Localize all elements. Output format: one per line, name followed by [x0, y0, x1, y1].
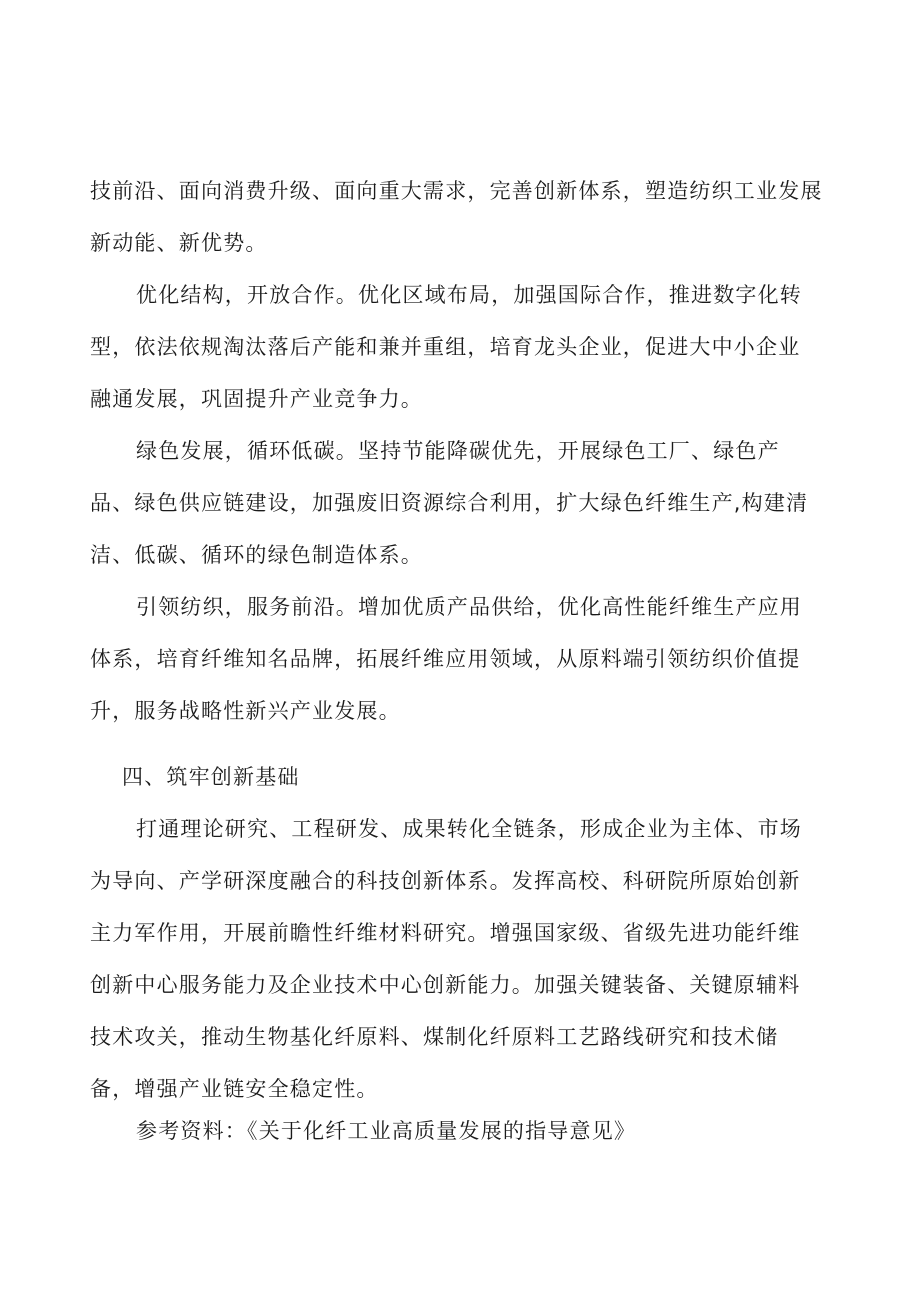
text-line: 体系，培育纤维知名品牌，拓展纤维应用领域，从原料端引领纺织价值提	[90, 647, 801, 671]
text-line: 新动能、新优势。	[90, 231, 268, 255]
text-line: 技术攻关，推动生物基化纤原料、煤制化纤原料工艺路线研究和技术储	[90, 1025, 779, 1049]
text-line: 创新中心服务能力及企业技术中心创新能力。加强关键装备、关键原辅料	[90, 973, 801, 997]
paragraph-start-line: 优化结构，开放合作。优化区域布局，加强国际合作，推进数字化转	[136, 283, 802, 307]
text-line: 融通发展，巩固提升产业竞争力。	[90, 387, 423, 411]
text-line: 主力军作用，开展前瞻性纤维材料研究。增强国家级、省级先进功能纤维	[90, 921, 801, 945]
text-line: 洁、低碳、循环的绿色制造体系。	[90, 543, 423, 567]
text-line: 为导向、产学研深度融合的科技创新体系。发挥高校、科研院所原始创新	[90, 869, 801, 893]
text-line: 技前沿、面向消费升级、面向重大需求，完善创新体系，塑造纺织工业发展	[90, 179, 823, 203]
reference-note: 参考资料：《关于化纤工业高质量发展的指导意见》	[136, 1119, 637, 1143]
text-line: 升，服务战略性新兴产业发展。	[90, 699, 401, 723]
paragraph-start-line: 打通理论研究、工程研发、成果转化全链条，形成企业为主体、市场	[136, 817, 802, 841]
section-heading: 四、筑牢创新基础	[122, 765, 300, 789]
text-line: 备，增强产业链安全稳定性。	[90, 1077, 379, 1101]
text-line: 型，依法依规淘汰落后产能和兼并重组，培育龙头企业，促进大中小企业	[90, 335, 801, 359]
text-line: 品、绿色供应链建设，加强废旧资源综合利用，扩大绿色纤维生产,构建清	[90, 491, 809, 515]
paragraph-start-line: 绿色发展，循环低碳。坚持节能降碳优先，开展绿色工厂、绿色产	[136, 439, 780, 463]
paragraph-start-line: 引领纺织，服务前沿。增加优质产品供给，优化高性能纤维生产应用	[136, 595, 802, 619]
